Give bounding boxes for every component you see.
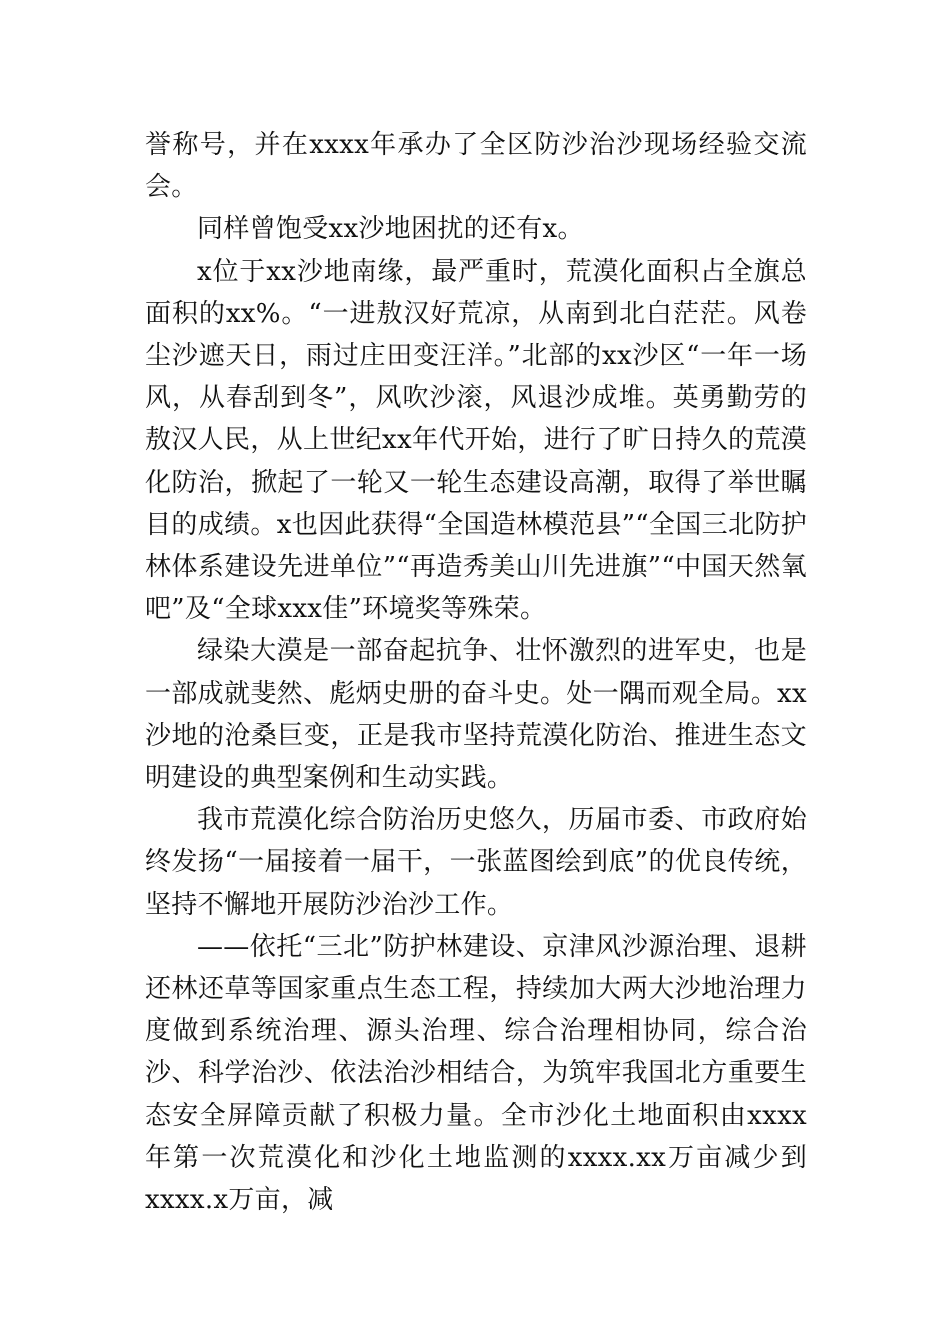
paragraph: 绿染大漠是一部奋起抗争、壮怀激烈的进军史，也是一部成就斐然、彪炳史册的奋斗史。处一隅而观全局。xx沙地的沧桑巨变，正是我市坚持荒漠化防治、推进生态文明建设的典型案例和生动实践。 [145, 636, 807, 794]
paragraph: 同样曾饱受xx沙地困扰的还有x。 [197, 214, 584, 245]
paragraph: 我市荒漠化综合防治历史悠久，历届市委、市政府始终发扬“一届接着一届干，一张蓝图绘到底”的优良传统，坚持不懈地开展防沙治沙工作。 [145, 805, 807, 920]
paragraph: ——依托“三北”防护林建设、京津风沙源治理、退耕还林还草等国家重点生态工程，持续加大两大沙地治理力度做到系统治理、源头治理、综合治理相协同，综合治沙、科学治沙、依法治沙相结合，为筑牢我国北方重要生态安全屏障贡献了积极力量。全市沙化土地面积由xxxx年第一次荒漠化和沙化土地监测的xxxx.xx万亩减少到xxxx.x万亩，减 [145, 931, 807, 1216]
paragraph-continuation: 誉称号，并在xxxx年承办了全区防沙治沙现场经验交流会。 [145, 130, 807, 203]
document-body [145, 124, 807, 1221]
paragraph: x位于xx沙地南缘，最严重时，荒漠化面积占全旗总面积的xx%。“一进敖汉好荒凉，从南到北白茫茫。风卷尘沙遮天日，雨过庄田变汪洋。”北部的xx沙区“一年一场风，从春刮到冬”，风吹沙滚，风退沙成堆。英勇勤劳的敖汉人民，从上世纪xx年代开始，进行了旷日持久的荒漠化防治，掀起了一轮又一轮生态建设高潮，取得了举世瞩目的成绩。x也因此获得“全国造林模范县”“全国三北防护林体系建设先进单位”“再造秀美山川先进旗”“中国天然氧吧”及“全球xxx佳”环境奖等殊荣。 [145, 256, 807, 625]
